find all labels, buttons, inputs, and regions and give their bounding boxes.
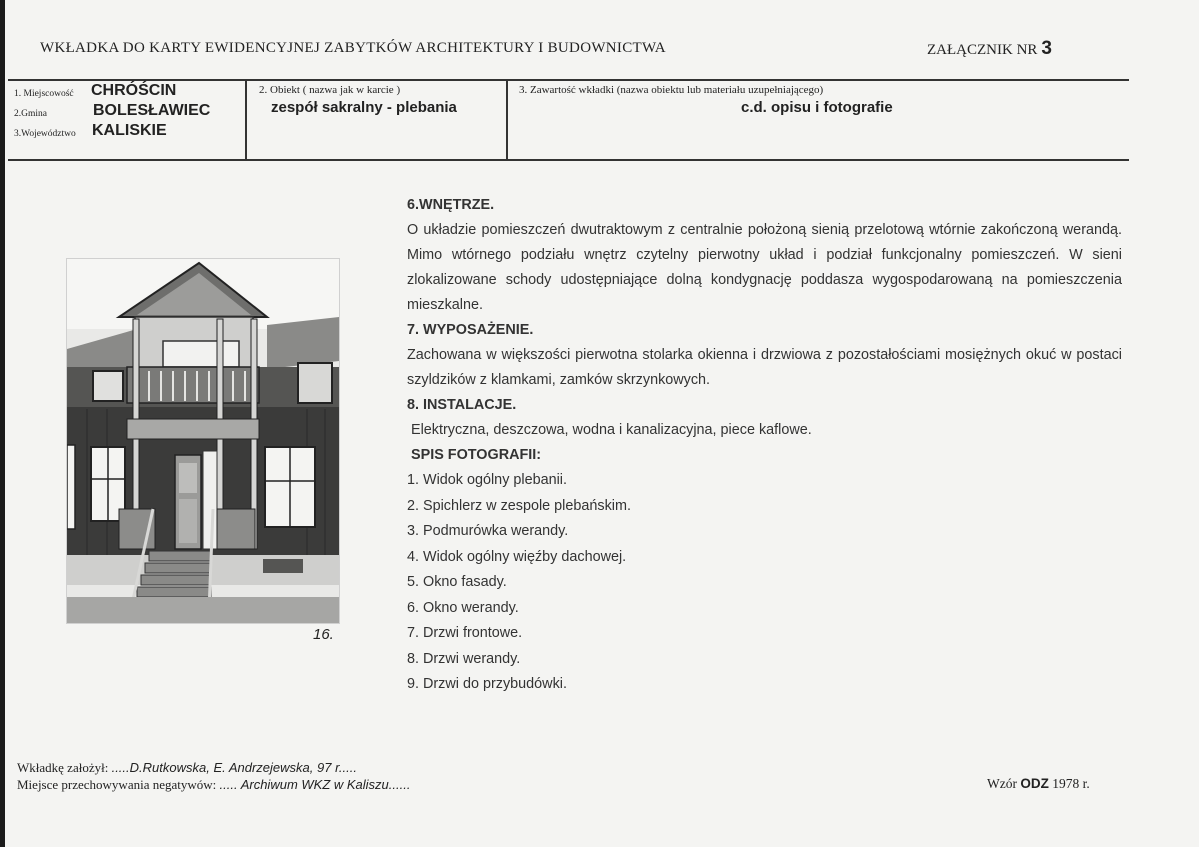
photos-list-item: 5. Okno fasady. [407,574,507,590]
section-8-title: 8. INSTALACJE. [407,397,517,413]
description-content [407,193,1122,698]
box-divider-1 [245,79,247,160]
photos-list [407,468,1122,698]
section-8-text: Elektryczna, deszczowa, wodna i kanalizacyjna, piece kaflowe. [411,422,812,438]
object-value: zespół sakralny - plebania [271,99,457,116]
template-code-value: ODZ [1020,776,1049,791]
section-6-text: O układzie pomieszczeń dwutraktowym z centralnie położoną sienią przelotową wtórnie zakończoną werandą. Mimo wtórnego podziału wnętrz czytelny pierwotny układ i podział funkcjonalny pomieszczeń. W sieni zlokalizowane schody udostępniające dolną kondygnację poddasza wygospodarowaną na pomieszczenia mieszkalne. [407,222,1122,313]
photo-number: 16. [313,626,334,643]
form-title: WKŁADKA DO KARTY EWIDENCYJNEJ ZABYTKÓW ARCHITEKTURY I BUDOWNICTWA [40,40,666,56]
photos-list-item: 7. Drzwi frontowe. [407,625,523,641]
wojewodztwo-label: 3.Województwo [14,129,76,139]
founder-line [17,760,357,776]
photos-list-item: 6. Okno werandy. [407,599,519,616]
annex-label [927,38,1052,60]
photos-list-item: 4. Widok ogólny więźby dachowej. [407,548,627,565]
annex-label-text: ZAŁĄCZNIK NR [927,42,1038,58]
house-photo-drawing [67,259,339,623]
house-photo [66,258,340,624]
annex-number: 3 [1041,38,1052,59]
section-7-text: Zachowana w większości pierwotna stolarka okienna i drzwiowa z pozostałościami mosiężnych okuć w postaci szyldzików z klamkami, zamków skrzynkowych. [407,347,1122,388]
object-label: 2. Obiekt ( nazwa jak w karcie ) [259,84,401,96]
negatives-value: ..... Archiwum WKZ w Kaliszu...... [219,777,411,792]
contents-value: c.d. opisu i fotografie [741,99,893,116]
section-7-title: 7. WYPOSAŻENIE. [407,322,534,338]
miejscowosc-value: CHRÓŚCIN [91,82,177,99]
negatives-label: Miejsce przechowywania negatywów: [17,777,217,792]
box-top-line [8,79,1129,81]
photos-list-item: 1. Widok ogólny plebanii. [407,472,567,488]
template-year: 1978 r. [1052,776,1090,791]
founder-value: .....D.Rutkowska, E. Andrzejewska, 97 r..... [111,760,357,775]
photos-list-item: 3. Podmurówka werandy. [407,523,569,539]
box-bottom-line [8,159,1129,161]
founder-label: Wkładkę założył: [17,760,109,775]
photos-list-item: 9. Drzwi do przybudówki. [407,676,567,692]
template-code [987,776,1090,792]
photos-list-title: SPIS FOTOGRAFII: [411,447,542,463]
section-6-title: 6.WNĘTRZE. [407,197,495,213]
miejscowosc-label: 1. Miejscowość [14,89,74,99]
photos-list-item: 8. Drzwi werandy. [407,650,521,667]
template-label: Wzór [987,776,1017,791]
photos-list-item: 2. Spichlerz w zespole plebańskim. [407,497,631,514]
box-divider-2 [506,79,508,160]
page-edge [0,0,5,847]
wojewodztwo-value: KALISKIE [92,122,167,139]
gmina-label: 2.Gmina [14,109,47,119]
negatives-line [17,777,410,793]
gmina-value: BOLESŁAWIEC [93,102,211,119]
contents-label: 3. Zawartość wkładki (nazwa obiektu lub materiału uzupełniającego) [519,84,824,96]
